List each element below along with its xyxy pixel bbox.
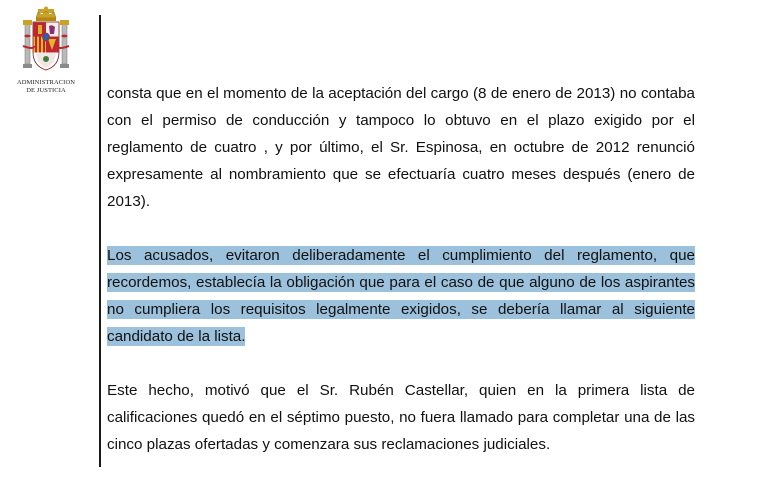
margin-vertical-rule	[99, 15, 101, 467]
paragraph-3	[107, 377, 695, 458]
logo-caption-line-2: DE JUSTICIA	[26, 87, 66, 94]
logo-caption	[8, 79, 84, 95]
logo-caption-line-1: ADMINISTRACION	[16, 79, 76, 86]
paragraph-1-text: consta que en el momento de la aceptación del cargo (8 de enero de 2013) no contaba con el permiso de conducción y tampoco lo obtuvo en el plazo exigido por el reglamento de cuatro , y por último, el Sr. Espinosa, en octubre de 2012 renunció expresamente al nombramiento que se efectuaría cuatro meses después (enero de 2013).	[107, 85, 695, 210]
paragraph-spacer	[107, 215, 695, 242]
paragraph-1	[107, 80, 695, 215]
paragraph-spacer	[107, 350, 695, 377]
spanish-royal-coat-of-arms-icon	[22, 6, 70, 80]
paragraph-3-text: Este hecho, motivó que el Sr. Rubén Castellar, quien en la primera lista de calificaciones quedó en el séptimo puesto, no fuera llamado para completar una de las cinco plazas ofertadas y comenzara sus reclamaciones judiciales.	[107, 382, 695, 453]
paragraph-2-highlighted	[107, 242, 695, 350]
administracion-de-justicia-logo	[8, 6, 84, 102]
paragraph-2-text-highlight[interactable]: Los acusados, evitaron deliberadamente el cumplimiento del reglamento, que recordemos, establecía la obligación que para el caso de que alguno de los aspirantes no cumpliera los requisitos legalmente exigidos, se debería llamar al siguiente candidato de la lista.	[107, 247, 695, 345]
document-body	[107, 80, 695, 458]
